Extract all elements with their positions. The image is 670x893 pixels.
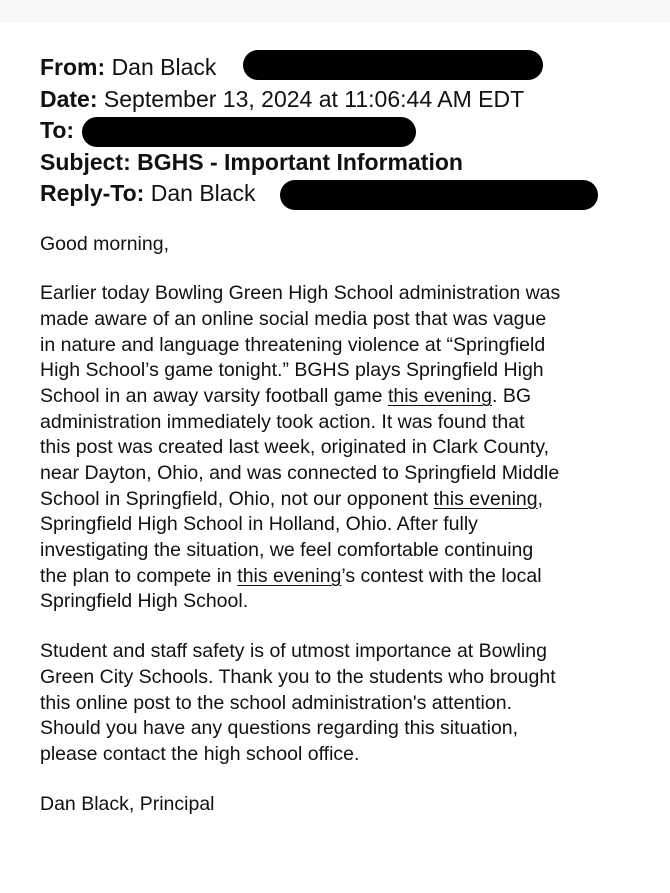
subject-label: Subject:: [40, 148, 131, 175]
subject-value: BGHS - Important Information: [137, 148, 463, 175]
signature: Dan Black, Principal: [40, 792, 215, 815]
to-header: [40, 115, 650, 147]
reply-to-header: [40, 178, 650, 210]
text-segment: ,: [537, 487, 544, 510]
paragraph-line: High School’s game tonight.” BGHS plays Springfield High: [40, 359, 544, 382]
paragraph-safety: [40, 639, 650, 767]
text-segment: the plan to compete in: [40, 564, 238, 587]
date-label: Date:: [40, 85, 98, 112]
top-bar: [0, 0, 670, 22]
text-segment: School in Springfield, Ohio, not our opponent: [40, 487, 434, 510]
paragraph-line: [40, 384, 650, 410]
paragraph-line: Springfield High School.: [40, 590, 249, 613]
text-segment: School in an away varsity football game: [40, 384, 388, 407]
paragraph-line: investigating the situation, we feel comfortable continuing: [40, 539, 534, 562]
from-header: [40, 52, 650, 84]
date-link-this-evening[interactable]: this evening: [387, 384, 493, 407]
paragraph-line: [40, 487, 650, 513]
paragraph-line: [40, 564, 650, 590]
text-segment: . BG: [492, 384, 532, 407]
paragraph-line: made aware of an online social media post that was vague: [40, 307, 547, 330]
date-link-this-evening[interactable]: this evening: [433, 487, 538, 510]
subject-header: [40, 147, 650, 179]
paragraph-line: this online post to the school administration's attention.: [40, 691, 512, 714]
paragraph-line: in nature and language threatening violence at “Springfield: [40, 333, 546, 356]
redacted-from-address: [243, 50, 543, 80]
paragraph-line: administration immediately took action. It was found that: [40, 410, 525, 433]
paragraph-line: Should you have any questions regarding this situation,: [40, 717, 519, 740]
paragraph-line: this post was created last week, originated in Clark County,: [40, 436, 550, 459]
greeting: Good morning,: [40, 232, 169, 255]
from-label: From:: [40, 54, 106, 80]
email-message: [40, 52, 650, 817]
paragraph-line: Springfield High School in Holland, Ohio. After fully: [40, 513, 478, 536]
redaction-mark-tail: [533, 64, 543, 67]
from-value: Dan Black: [111, 54, 217, 80]
paragraph-line: Earlier today Bowling Green High School administration was: [40, 282, 561, 305]
redacted-to-address: [82, 117, 416, 147]
text-segment: ’s contest with the local: [341, 564, 542, 587]
paragraph-line: Student and staff safety is of utmost importance at Bowling: [40, 640, 547, 663]
paragraph-line: Green City Schools. Thank you to the students who brought: [40, 665, 556, 688]
date-header: [40, 84, 650, 116]
paragraph-incident: [40, 281, 650, 615]
date-value: September 13, 2024 at 11:06:44 AM EDT: [103, 85, 525, 112]
reply-to-label: Reply-To:: [40, 180, 145, 206]
redacted-reply-to-address: [280, 180, 598, 210]
reply-to-value: Dan Black: [150, 180, 256, 206]
to-label: To:: [40, 117, 75, 143]
paragraph-line: please contact the high school office.: [40, 742, 360, 765]
date-link-this-evening[interactable]: this evening: [237, 564, 342, 587]
paragraph-line: near Dayton, Ohio, and was connected to Springfield Middle: [40, 462, 560, 485]
